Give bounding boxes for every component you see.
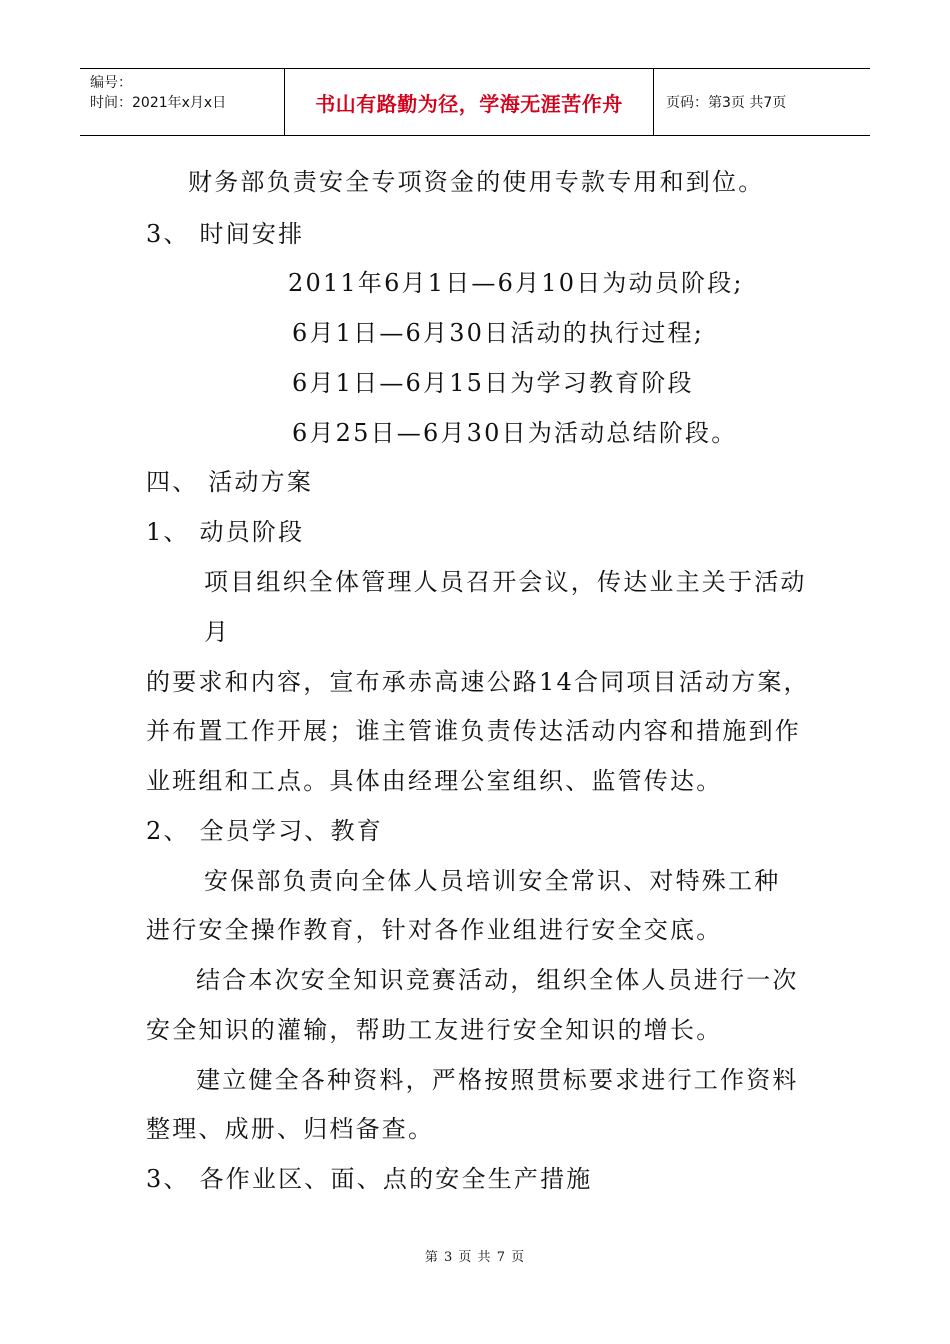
- paragraph-line: 安保部负责向全体人员培训安全常识、对特殊工种: [204, 867, 781, 895]
- section-heading: 四、 活动方案: [146, 468, 314, 496]
- paragraph-line: 的要求和内容，宣布承赤高速公路14合同项目活动方案，: [146, 668, 810, 696]
- paragraph-line: 并布置工作开展；谁主管谁负责传达活动内容和措施到作: [146, 717, 801, 745]
- schedule-line: 6月25日—6月30日为活动总结阶段。: [292, 419, 738, 447]
- paragraph-line: 业班组和工点。具体由经理公室组织、监管传达。: [146, 767, 723, 795]
- paragraph-line: 月: [204, 618, 231, 646]
- paragraph-line: 结合本次安全知识竞赛活动，组织全体人员进行一次: [196, 966, 799, 994]
- paragraph-line: 整理、成册、归档备查。: [146, 1115, 435, 1143]
- paragraph-line: 进行安全操作教育，针对各作业组进行安全交底。: [146, 916, 723, 944]
- page-footer: 第 3 页 共 7 页: [424, 1250, 526, 1265]
- section-heading: 1、 动员阶段: [146, 518, 305, 546]
- document-number-label: 编号：: [90, 75, 132, 91]
- schedule-line: 6月1日—6月15日为学习教育阶段: [292, 369, 694, 397]
- document-time-label: 时间：2021年x月x日: [90, 95, 227, 111]
- section-heading: 3、 时间安排: [146, 220, 305, 248]
- page-header: [80, 68, 870, 136]
- schedule-line: 6月1日—6月30日活动的执行过程;: [292, 319, 705, 347]
- header-motto: 书山有路勤为径，学海无涯苦作舟: [284, 69, 654, 135]
- paragraph-line: 项目组织全体管理人员召开会议，传达业主关于活动: [204, 568, 807, 596]
- schedule-line: 2011年6月1日—6月10日为动员阶段;: [288, 269, 744, 297]
- section-heading: 3、 各作业区、面、点的安全生产措施: [146, 1165, 593, 1193]
- paragraph-line: 安全知识的灌输，帮助工友进行安全知识的增长。: [146, 1016, 723, 1044]
- header-page-info: 页码：第3页 共7页: [666, 95, 787, 111]
- section-heading: 2、 全员学习、教育: [146, 817, 383, 845]
- header-meta: [80, 69, 284, 135]
- paragraph-line: 财务部负责安全专项资金的使用专款专用和到位。: [188, 168, 765, 196]
- paragraph-line: 建立健全各种资料，严格按照贯标要求进行工作资料: [196, 1066, 799, 1094]
